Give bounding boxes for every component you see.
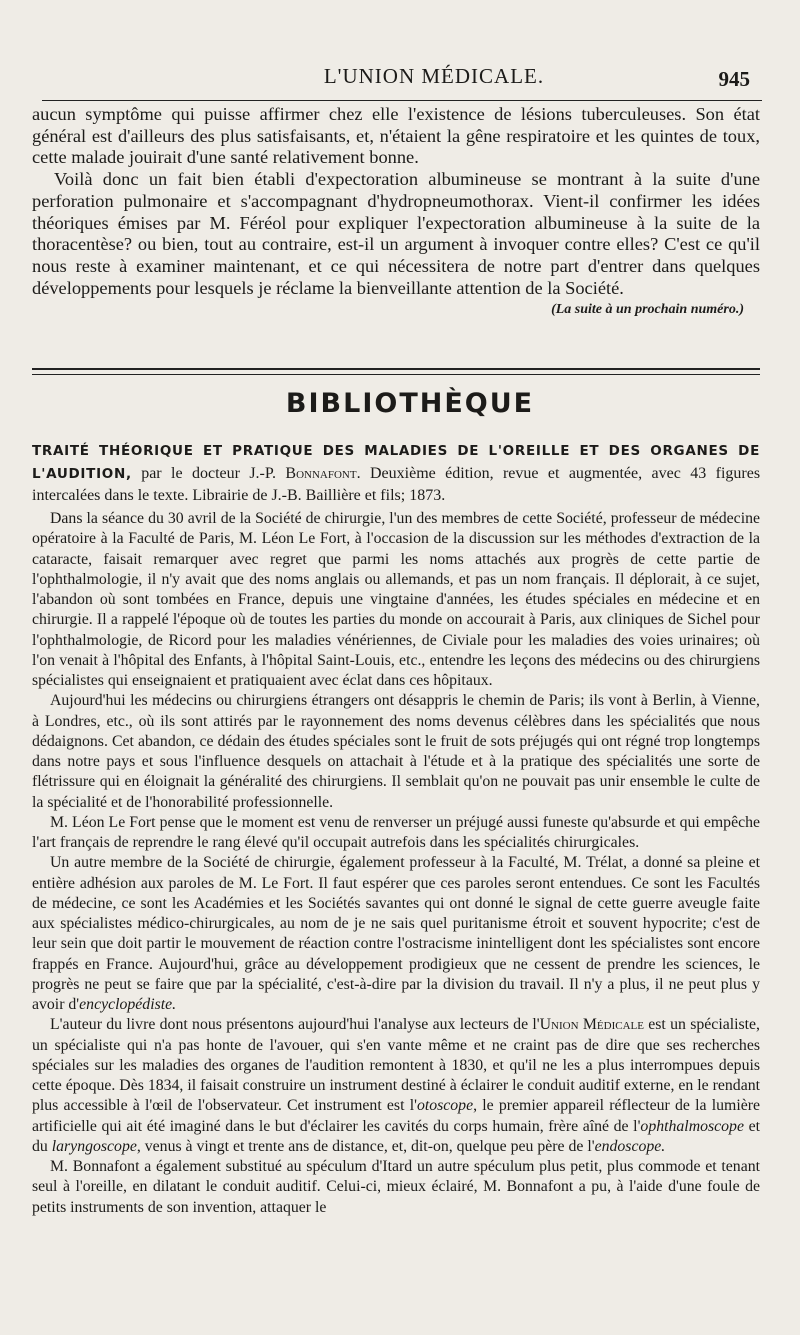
section-divider <box>32 368 760 375</box>
review-paragraph-2: Aujourd'hui les médecins ou chirurgiens étrangers ont désappris le chemin de Paris; ils vont à Berlin, à Vienne, à Londres, etc., où ils sont attirés par le rayonnement des noms devenus célèbres dans les spécialités que nous dédaignons. Cet abandon, ce dédain des études spéciales sont le fruit de sots préjugés qui ont régné trop longtemps dans notre pays et sous l'influence desquels on attachait à l'étude et à la pratique des spécialités une sorte de flétrissure qui en éloignait la généralité des chirurgiens. Il semblait qu'on ne pouvait pas unir ensemble le culte de la spécialité et de l'honorabilité professionnelle. <box>32 692 760 811</box>
review-paragraph-5 <box>32 1015 760 1157</box>
review-paragraph-6: M. Bonnafont a également substitué au spéculum d'Itard un autre spéculum plus petit, plus commode et tenant seul à l'oreille, en dilatant le conduit auditif. Celui-ci, mieux éclairé, M. Bonnafont a pu, à l'aide d'une foule de petits instruments de son invention, attaquer le <box>32 1158 760 1216</box>
header-rule <box>42 100 762 101</box>
book-author: Bonnafont. <box>285 464 361 482</box>
review-paragraph-4 <box>32 853 760 1015</box>
to-be-continued-note: (La suite à un prochain numéro.) <box>551 302 744 318</box>
section-title: BIBLIOTHÈQUE <box>285 388 535 419</box>
continued-paragraph-2: Voilà donc un fait bien établi d'expectoration albumineuse se montrant à la suite d'une perforation pulmonaire et s'accompagnant d'hydropneumothorax. Vient-il confirmer les idées théoriques émises par M. Féréol pour expliquer l'expectoration albumineuse à la suite de la thoracentèse? ou bien, tout au contraire, est-il un argument à invoquer contre elles? C'est ce qu'il nous reste à examiner maintenant, et ce qui nécessitera de notre part d'entrer dans quelques développements pour lesquels je réclame la bienveillante attention de la Société. <box>32 169 760 298</box>
otoscope-term: otoscope <box>416 1097 474 1115</box>
book-heading <box>32 440 760 507</box>
continued-article <box>32 104 760 321</box>
book-details: Deuxième édition, revue et augmentée, avec 43 figures intercalées dans le texte. Librairie de J.-B. Baillière et fils; 1873. <box>32 464 761 505</box>
review-paragraph-4-text: Un autre membre de la Société de chirurgie, également professeur à la Faculté, M. Trélat, a donné sa pleine et entière adhésion aux paroles de M. Le Fort. Il faut espérer que ces paroles seront entendues. Ce sont les Facultés de médecine, ce sont les Académies et les Sociétés savantes qui ont donné le signal de cette guerre aveugle faite aux spécialistes médico-chirurgicales, au nom de je ne sais quel puritanisme étroit et souvent hypocrite; c'est de leur sein que doit partir le mouvement de réaction contre l'ostracisme inintelligent dont les spécialistes sont encore frappés en France. Aujourd'hui, grâce au développement prodigieux que ne cessent de prendre les sciences, le progrès ne peut se faire que par la spécialité, c'est-à-dire par la division du travail. Il n'y a plus, il ne peut plus y avoir d' <box>32 854 760 1013</box>
review-paragraph-5-part-b: est un spécialiste, un spécialiste qui n'a pas honte de l'avouer, qui s'en vante même et ne craint pas de dire que ses recherches spéciales sur les maladies des organes de l'audition remontent à 1830, et qu'il ne les a plus interrompues depuis cette époque. Dès 1834, il faisait construire un instrument destiné à éclairer le conduit auditif externe, en le rendant plus accessible à l'œil de l'observateur. Cet instrument est l' <box>32 1016 760 1115</box>
endoscope-term: endoscope. <box>594 1137 666 1155</box>
review-paragraph-5-part-a: L'auteur du livre dont nous présentons aujourd'hui l'analyse aux lecteurs de l' <box>50 1016 540 1034</box>
running-header <box>48 58 760 98</box>
review-paragraph-1: Dans la séance du 30 avril de la Société de chirurgie, l'un des membres de cette Société, professeur de médecine opératoire à la Faculté de Paris, M. Léon Le Fort, à l'occasion de la discussion sur les méthodes d'extraction de la cataracte, faisait remarquer avec regret que parmi les noms attachés aux progrès de cette partie de l'ophthalmologie, il n'y avait que des noms anglais ou allemands, et pas un nom français. Il déplorait, à ce sujet, l'abandon où sont tombées en France, depuis une vingtaine d'années, les études spéciales en médecine et en chirurgie. Il a rappelé l'époque où de toutes les parties du monde on accourait à Paris, aux cliniques de Sichel pour l'ophthalmologie, de Ricord pour les maladies vénériennes, de Civiale pour les maladies des voies urinaires; où l'on venait à l'hôpital des Enfants, à l'hôpital Saint-Louis, etc., entendre les leçons des médecins ou des chirurgiens spécialistes qui enseignaient et pratiquaient avec éclat dans ces hôpitaux. <box>32 510 760 689</box>
continued-paragraph-1: aucun symptôme qui puisse affirmer chez elle l'existence de lésions tuberculeuses. Son état général est d'ailleurs des plus satisfaisants, et, n'étaient la gêne respiratoire et les quintes de toux, cette malade jouirait d'une santé relativement bonne. <box>32 104 760 168</box>
review-paragraph-3: M. Léon Le Fort pense que le moment est venu de renverser un préjugé aussi funeste qu'absurde et qui empêche l'art français de reprendre le rang élevé qu'il occupait autrefois dans les spécialités chirurgicales. <box>32 813 760 851</box>
book-byline: par le docteur J.-P. <box>141 464 277 482</box>
book-title: TRAITÉ THÉORIQUE ET PRATIQUE DES MALADIES DE L'OREILLE ET DES ORGANES DE L'AUDITION, <box>32 443 760 482</box>
page-number: 945 <box>718 67 750 91</box>
laryngoscope-term: laryngoscope <box>51 1137 137 1155</box>
ophthalmoscope-term: ophthalmoscope <box>640 1117 744 1135</box>
journal-title: L'UNION MÉDICALE. <box>323 64 545 88</box>
review-body <box>32 509 760 1218</box>
review-paragraph-5-part-d: et du <box>32 1117 760 1155</box>
encyclopediste-term: encyclopédiste. <box>79 996 177 1013</box>
journal-name-mention: Union Médicale <box>539 1016 644 1034</box>
review-paragraph-5-part-e: , venus à vingt et trente ans de distance, et, dit-on, quelque peu père de l' <box>136 1137 595 1155</box>
review-paragraph-5-part-c: , le premier appareil réflecteur de la lumière artificielle qui ait été imaginé dans le but d'éclairer les cavités du corps humain, frère aîné de l' <box>32 1097 760 1135</box>
